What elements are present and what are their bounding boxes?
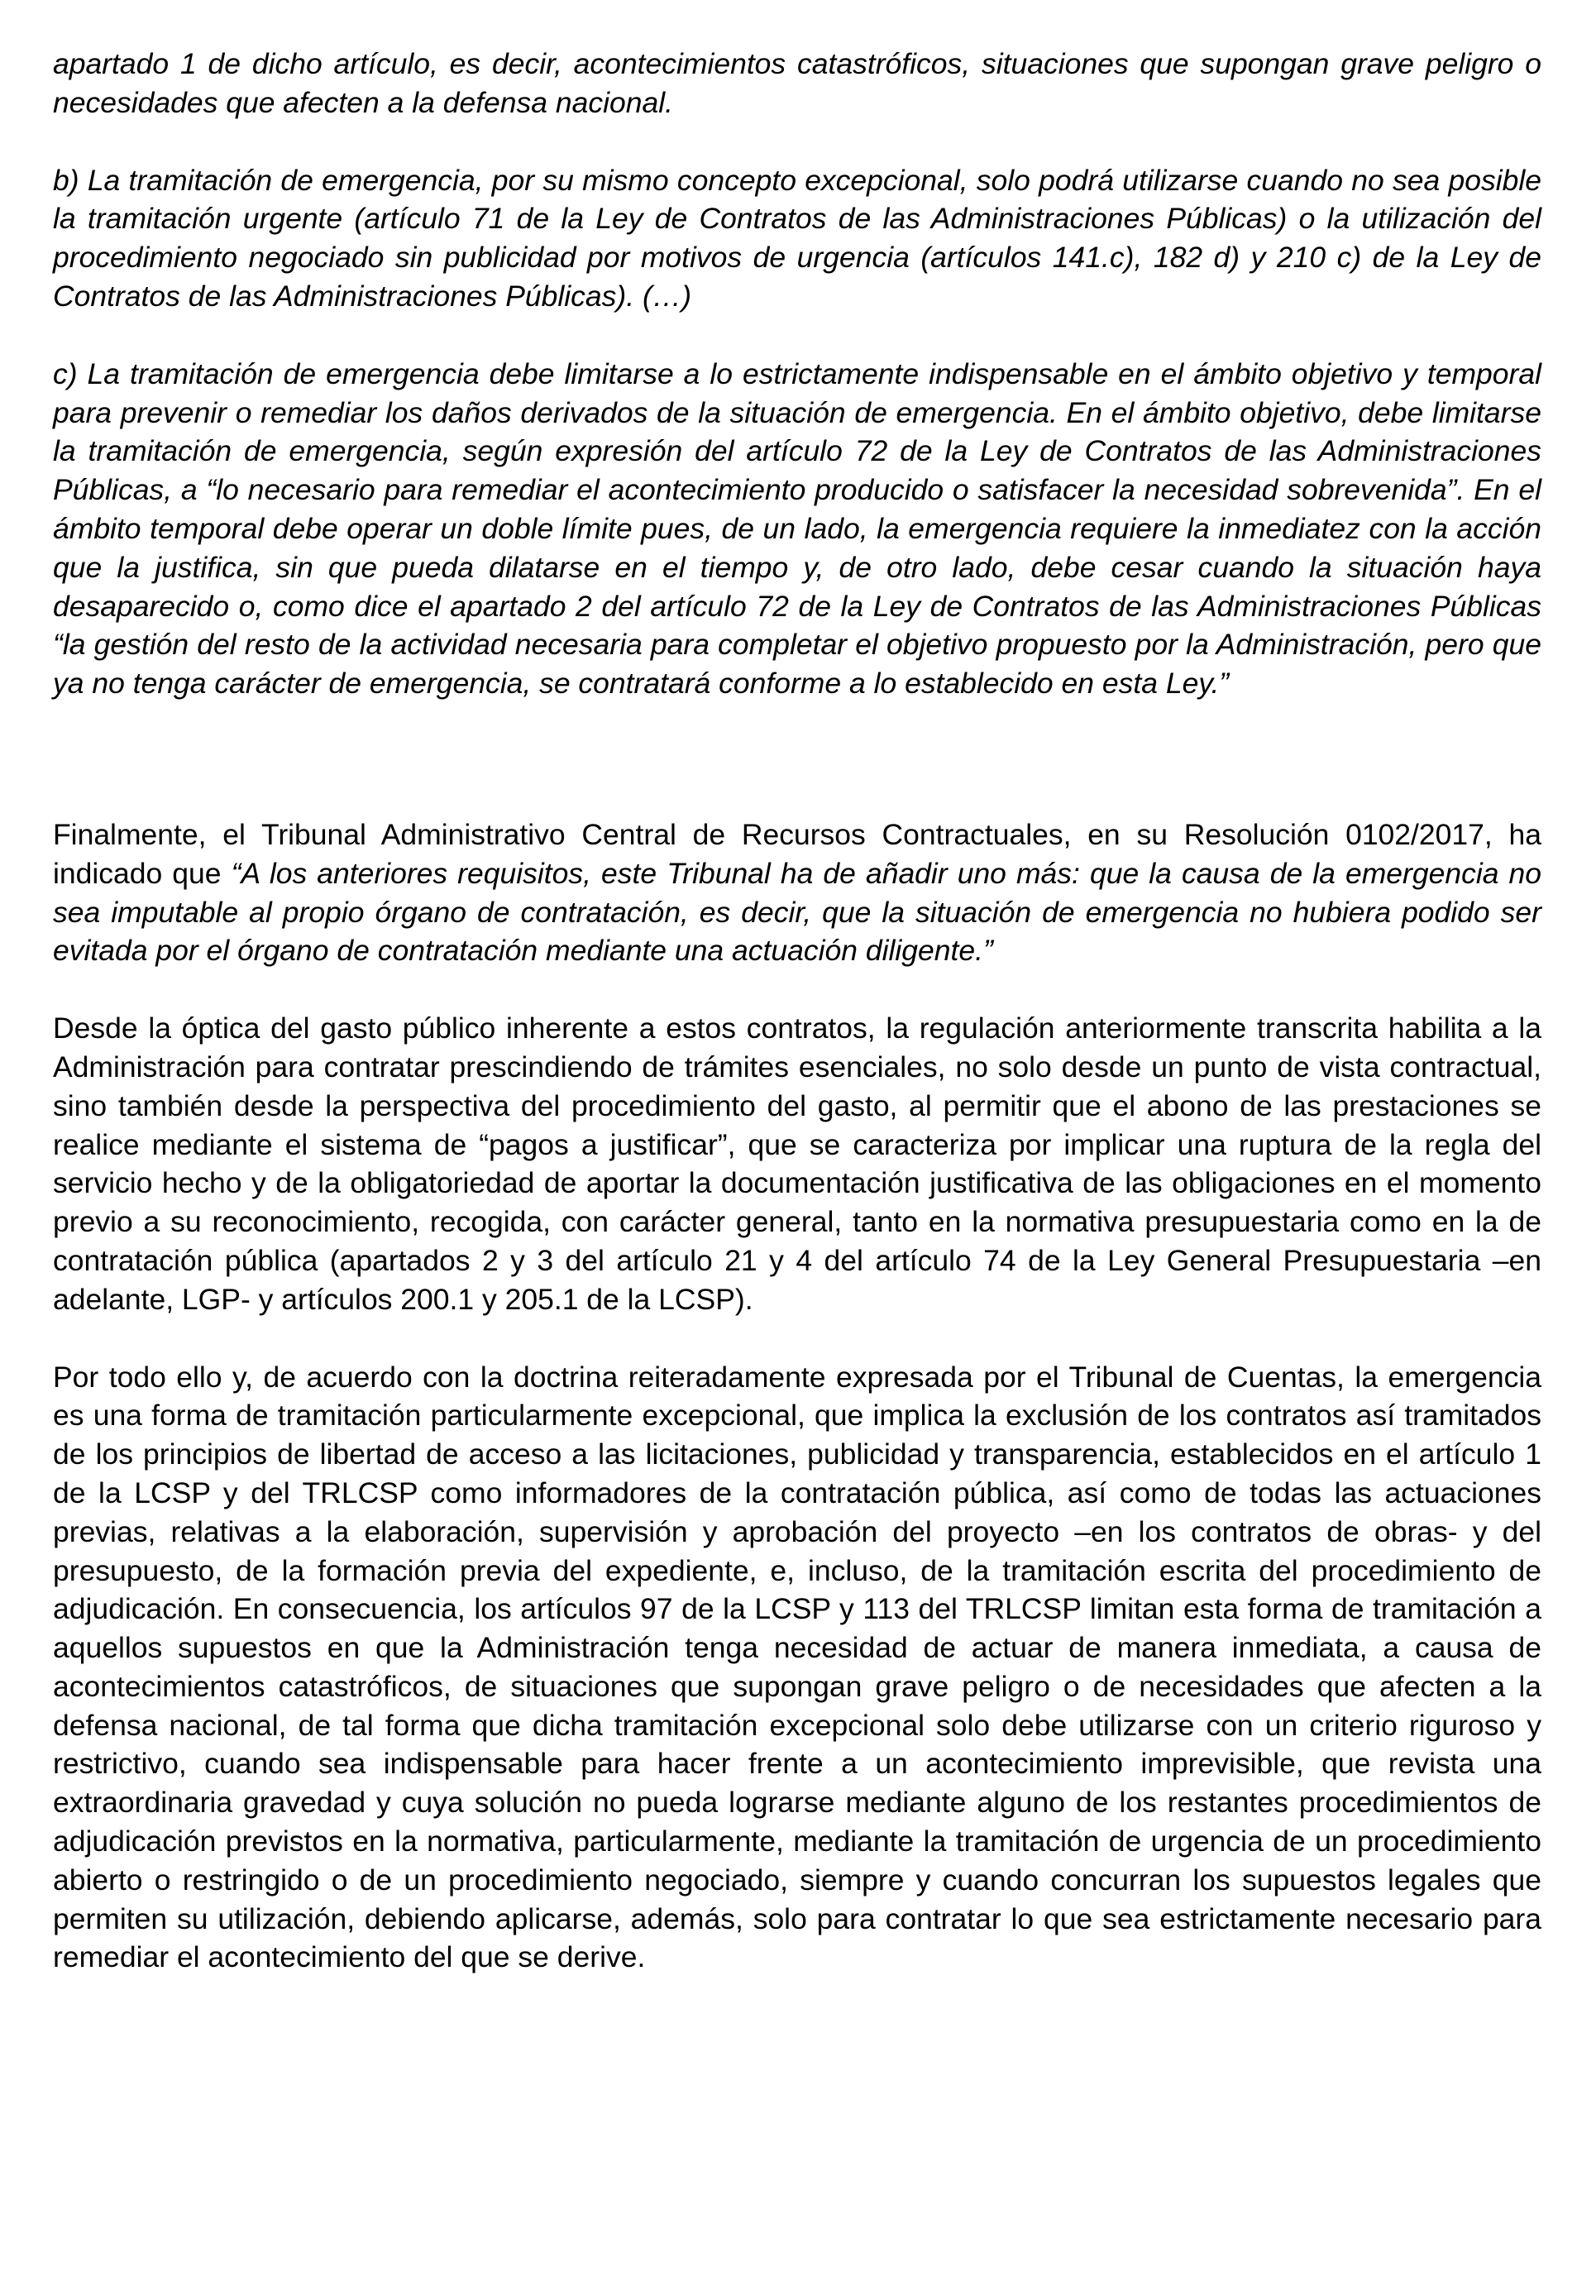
public-spending-paragraph: [53, 1009, 1541, 1318]
tacrc-resolution-intro: Finalmente, el Tribunal Administrativo Central de Recursos Contractuales, en su Resolución 0102/2017, ha indicado que: [53, 817, 1541, 890]
conclusion-paragraph: [53, 1358, 1541, 1978]
quote-continuation-paragraph: [53, 45, 1541, 122]
document-body: [53, 45, 1541, 1977]
quote-c-paragraph: [53, 355, 1541, 703]
section-gap: [53, 741, 1541, 816]
quote-b-paragraph: [53, 161, 1541, 316]
quote-b-text: b) La tramitación de emergencia, por su mismo concepto excepcional, solo podrá utilizarse cuando no sea posible la tramitación urgente (artículo 71 de la Ley de Contratos de las Administraciones Públicas) o la utilización del procedimiento negociado sin publicidad por motivos de urgencia (artículos 141.c), 182 d) y 210 c) de la Ley de Contratos de las Administraciones Públicas). (…): [53, 163, 1541, 313]
tacrc-resolution-paragraph: [53, 816, 1541, 970]
public-spending-text: Desde la óptica del gasto público inherente a estos contratos, la regulación anteriormente transcrita habilita a la Administración para contratar prescindiendo de trámites esenciales, no solo desde un punto de vista contractual, sino también desde la perspectiva del procedimiento del gasto, al permitir que el abono de las prestaciones se realice mediante el sistema de “pagos a justificar”, que se caracteriza por implicar una ruptura de la regla del servicio hecho y de la obligatoriedad de aportar la documentación justificativa de las obligaciones en el momento previo a su reconocimiento, recogida, con carácter general, tanto en la normativa presupuestaria como en la de contratación pública (apartados 2 y 3 del artículo 21 y 4 del artículo 74 de la Ley General Presupuestaria –en adelante, LGP- y artículos 200.1 y 205.1 de la LCSP).: [53, 1012, 1541, 1316]
tacrc-resolution-quote: “A los anteriores requisitos, este Tribunal ha de añadir uno más: que la causa de la emergencia no sea imputable al propio órgano de contratación, es decir, que la situación de emergencia no hubiera podido ser evitada por el órgano de contratación mediante una actuación diligente.”: [53, 856, 1541, 968]
quote-c-text: c) La tramitación de emergencia debe limitarse a lo estrictamente indispensable en el ámbito objetivo y temporal para prevenir o remediar los daños derivados de la situación de emergencia. En el ámbito objetivo, debe limitarse la tramitación de emergencia, según expresión del artículo 72 de la Ley de Contratos de las Administraciones Públicas, a “lo necesario para remediar el acontecimiento producido o satisfacer la necesidad sobrevenida”. En el ámbito temporal debe operar un doble límite pues, de un lado, la emergencia requiere la inmediatez con la acción que la justifica, sin que pueda dilatarse en el tiempo y, de otro lado, debe cesar cuando la situación haya desaparecido o, como dice el apartado 2 del artículo 72 de la Ley de Contratos de las Administraciones Públicas “la gestión del resto de la actividad necesaria para completar el objetivo propuesto por la Administración, pero que ya no tenga carácter de emergencia, se contratará conforme a lo establecido en esta Ley.”: [53, 356, 1541, 701]
conclusion-text: Por todo ello y, de acuerdo con la doctrina reiteradamente expresada por el Tribunal de Cuentas, la emergencia es una forma de tramitación particularmente excepcional, que implica la exclusión de los contratos así tramitados de los principios de libertad de acceso a las licitaciones, publicidad y transparencia, establecidos en el artículo 1 de la LCSP y del TRLCSP como informadores de la contratación pública, así como de todas las actuaciones previas, relativas a la elaboración, supervisión y aprobación del proyecto –en los contratos de obras- y del presupuesto, de la formación previa del expediente, e, incluso, de la tramitación escrita del procedimiento de adjudicación. En consecuencia, los artículos 97 de la LCSP y 113 del TRLCSP limitan esta forma de tramitación a aquellos supuestos en que la Administración tenga necesidad de actuar de manera inmediata, a causa de acontecimientos catastróficos, de situaciones que supongan grave peligro o de necesidades que afecten a la defensa nacional, de tal forma que dicha tramitación excepcional solo debe utilizarse con un criterio riguroso y restrictivo, cuando sea indispensable para hacer frente a un acontecimiento imprevisible, que revista una extraordinaria gravedad y cuya solución no pueda lograrse mediante alguno de los restantes procedimientos de adjudicación previstos en la normativa, particularmente, mediante la tramitación de urgencia de un procedimiento abierto o restringido o de un procedimiento negociado, siempre y cuando concurran los supuestos legales que permiten su utilización, debiendo aplicarse, además, solo para contratar lo que sea estrictamente necesario para remediar el acontecimiento del que se derive.: [53, 1360, 1541, 1974]
quote-continuation-text: apartado 1 de dicho artículo, es decir, acontecimientos catastróficos, situaciones que supongan grave peligro o necesidades que afecten a la defensa nacional.: [53, 47, 1541, 119]
